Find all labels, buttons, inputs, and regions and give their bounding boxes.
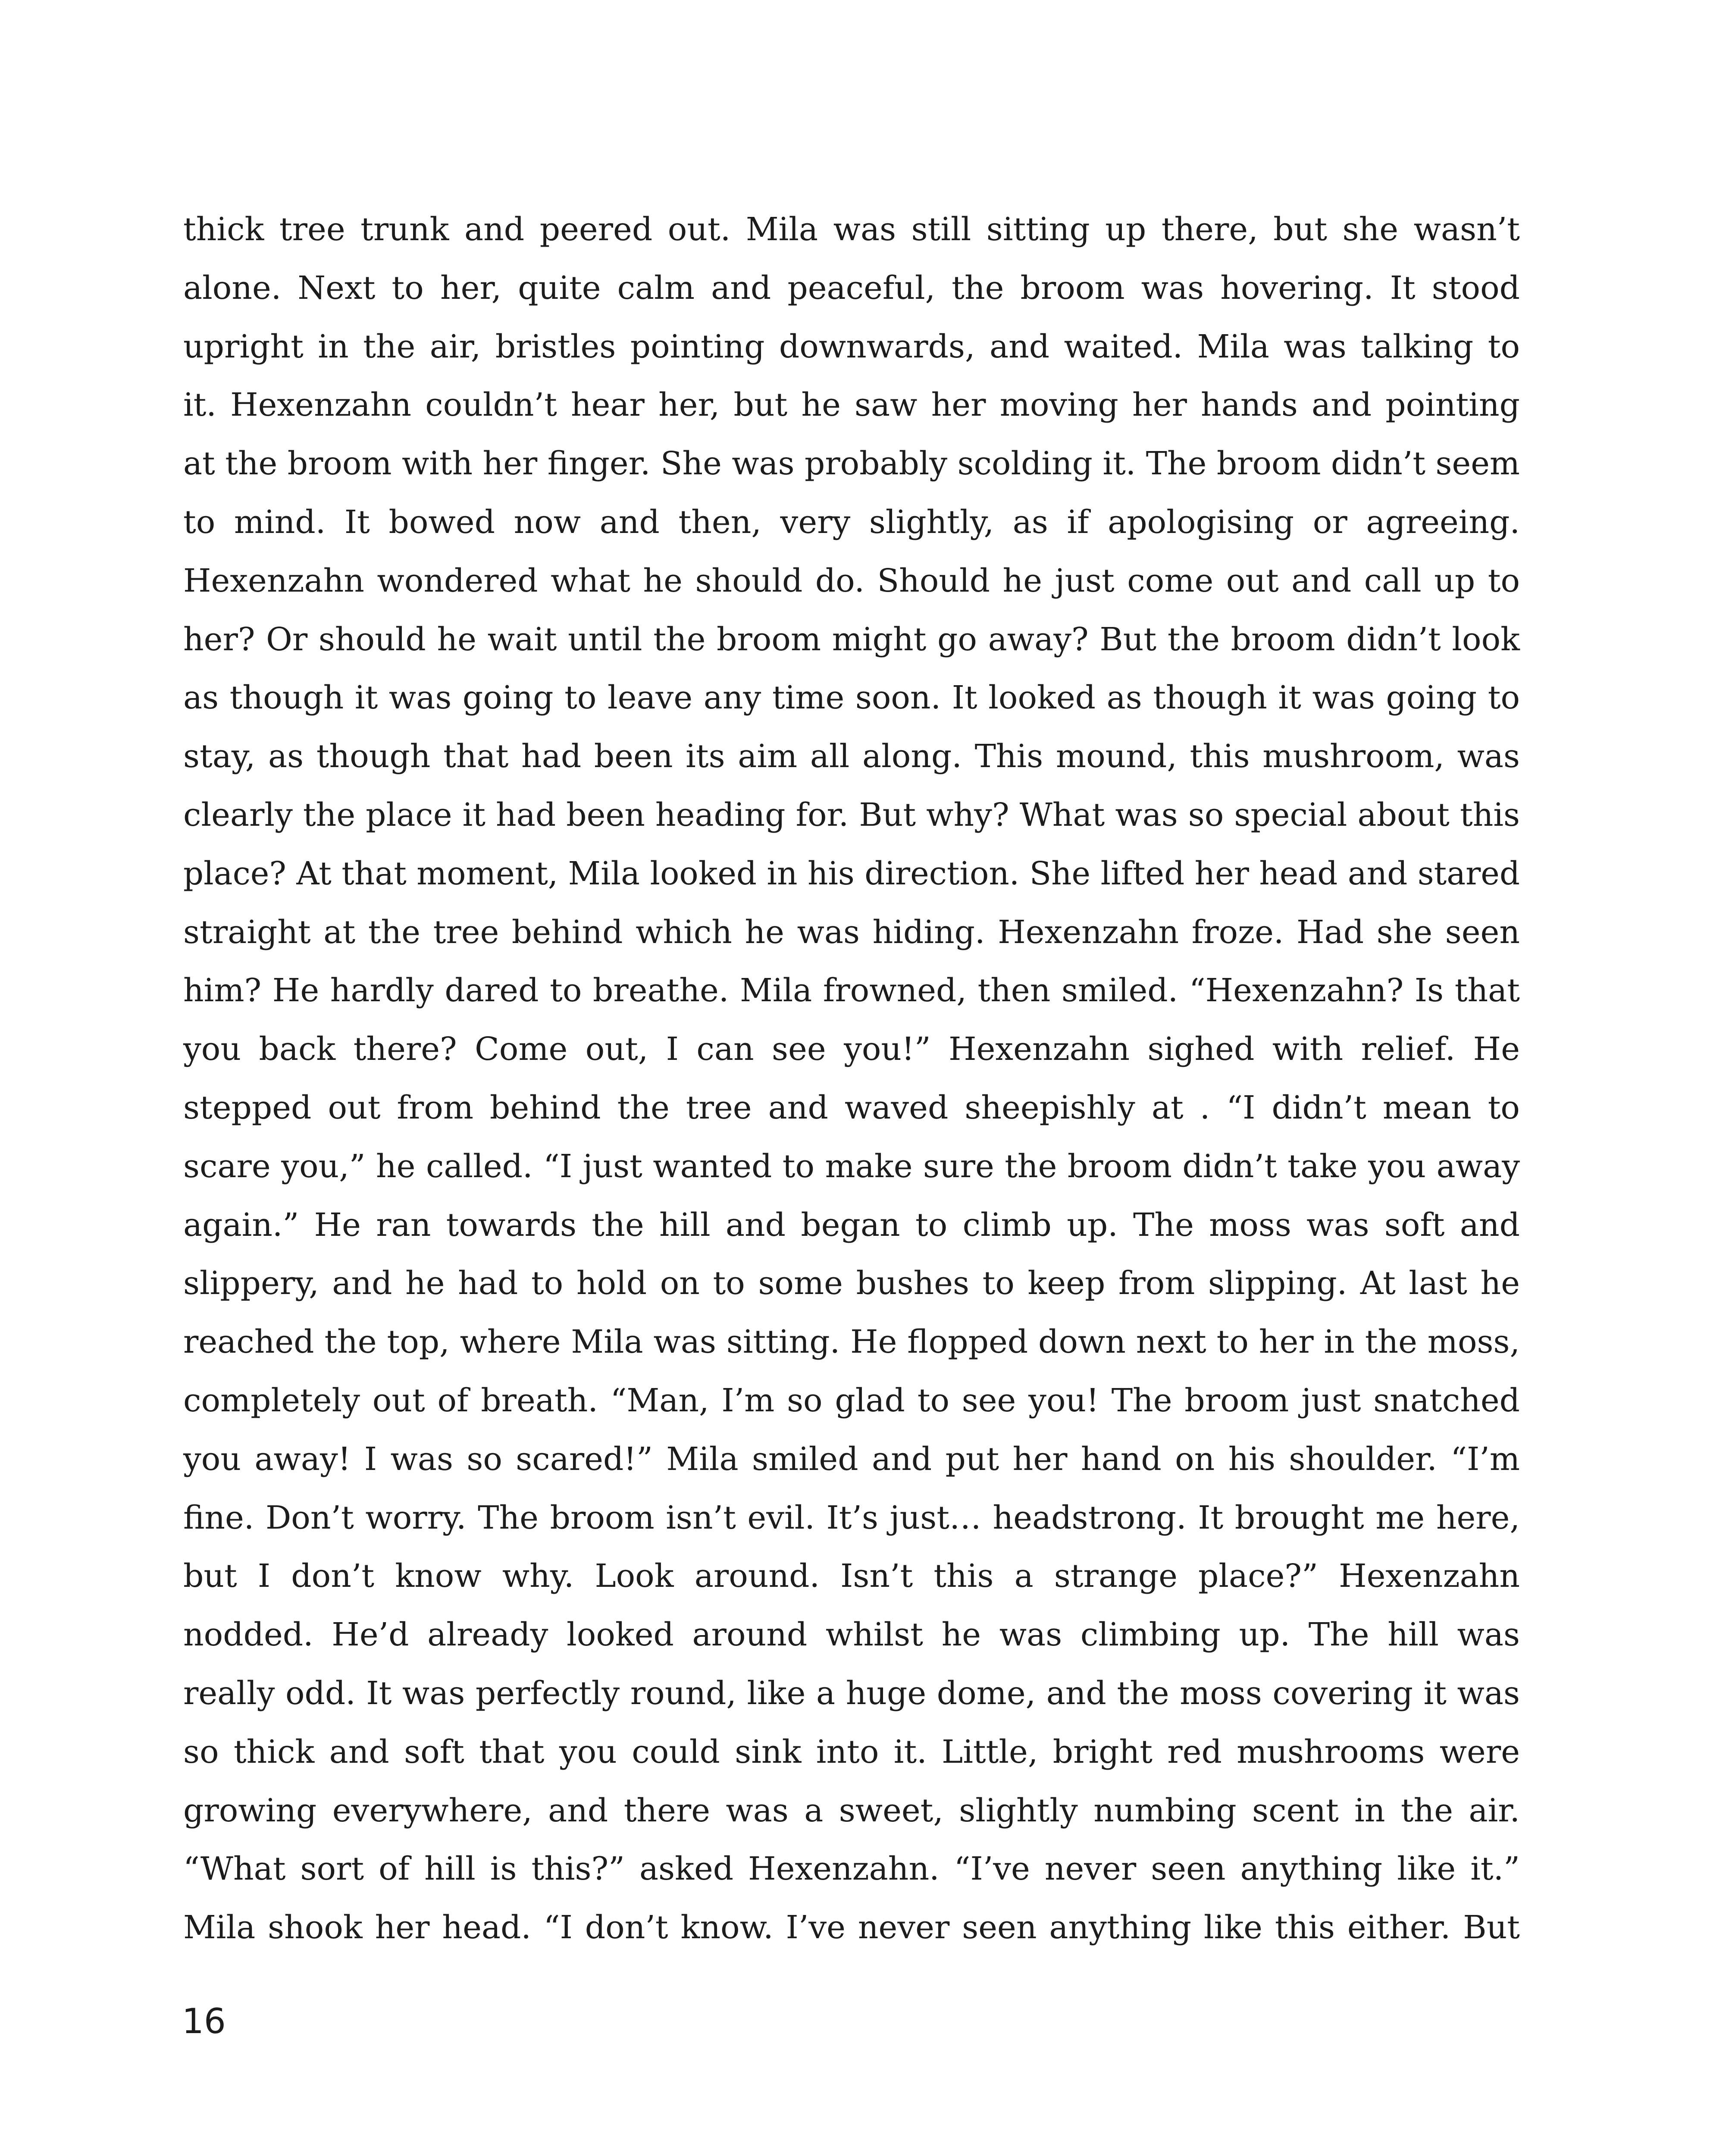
text-line: scare you,” he called. “I just wanted to make sure the broom didn’t take you away [183,1147,1520,1185]
text-line: again.” He ran towards the hill and began to climb up. The moss was soft and [183,1206,1520,1244]
text-line: stay, as though that had been its aim all along. This mound, this mushroom, was [183,738,1520,775]
text-line: thick tree trunk and peered out. Mila was still sitting up there, but she wasn’t [183,211,1520,248]
text-line: as though it was going to leave any time soon. It looked as though it was going to [183,679,1520,717]
text-line: at the broom with her finger. She was probably scolding it. The broom didn’t seem [183,445,1520,483]
text-line: upright in the air, bristles pointing downwards, and waited. Mila was talking to [183,328,1520,365]
text-line: alone. Next to her, quite calm and peaceful, the broom was hovering. It stood [183,269,1520,307]
text-line: place? At that moment, Mila looked in his direction. She lifted her head and stared [183,855,1520,892]
text-line: clearly the place it had been heading for. But why? What was so special about this [183,796,1520,834]
text-line: it. Hexenzahn couldn’t hear her, but he saw her moving her hands and pointing [183,386,1520,424]
text-line: you away! I was so scared!” Mila smiled and put her hand on his shoulder. “I’m [183,1440,1520,1478]
text-line: Mila shook her head. “I don’t know. I’ve never seen anything like this either. But [183,1909,1520,1946]
body-text [183,201,1520,1957]
text-line: you back there? Come out, I can see you!” Hexenzahn sighed with relief. He [183,1031,1520,1068]
text-line: her? Or should he wait until the broom might go away? But the broom didn’t look [183,620,1520,658]
text-line: reached the top, where Mila was sitting. He flopped down next to her in the moss, [183,1323,1520,1361]
text-line: stepped out from behind the tree and waved sheepishly at . “I didn’t mean to [183,1089,1520,1126]
text-line: fine. Don’t worry. The broom isn’t evil. It’s just… headstrong. It brought me here, [183,1499,1520,1536]
text-line: so thick and soft that you could sink into it. Little, bright red mushrooms were [183,1733,1520,1771]
page-number: 16 [182,2001,226,2041]
text-line: growing everywhere, and there was a sweet, slightly numbing scent in the air. [183,1792,1520,1829]
text-line: really odd. It was perfectly round, like a huge dome, and the moss covering it was [183,1674,1520,1712]
text-line: but I don’t know why. Look around. Isn’t this a strange place?” Hexenzahn [183,1557,1520,1595]
text-line: slippery, and he had to hold on to some bushes to keep from slipping. At last he [183,1265,1520,1302]
text-line: nodded. He’d already looked around whilst he was climbing up. The hill was [183,1616,1520,1654]
text-line: to mind. It bowed now and then, very slightly, as if apologising or agreeing. [183,503,1520,541]
text-line: Hexenzahn wondered what he should do. Should he just come out and call up to [183,562,1520,599]
text-line: completely out of breath. “Man, I’m so glad to see you! The broom just snatched [183,1382,1520,1419]
text-line: him? He hardly dared to breathe. Mila frowned, then smiled. “Hexenzahn? Is that [183,972,1520,1009]
text-line: “What sort of hill is this?” asked Hexenzahn. “I’ve never seen anything like it.” [183,1850,1520,1888]
text-line: straight at the tree behind which he was hiding. Hexenzahn froze. Had she seen [183,913,1520,951]
